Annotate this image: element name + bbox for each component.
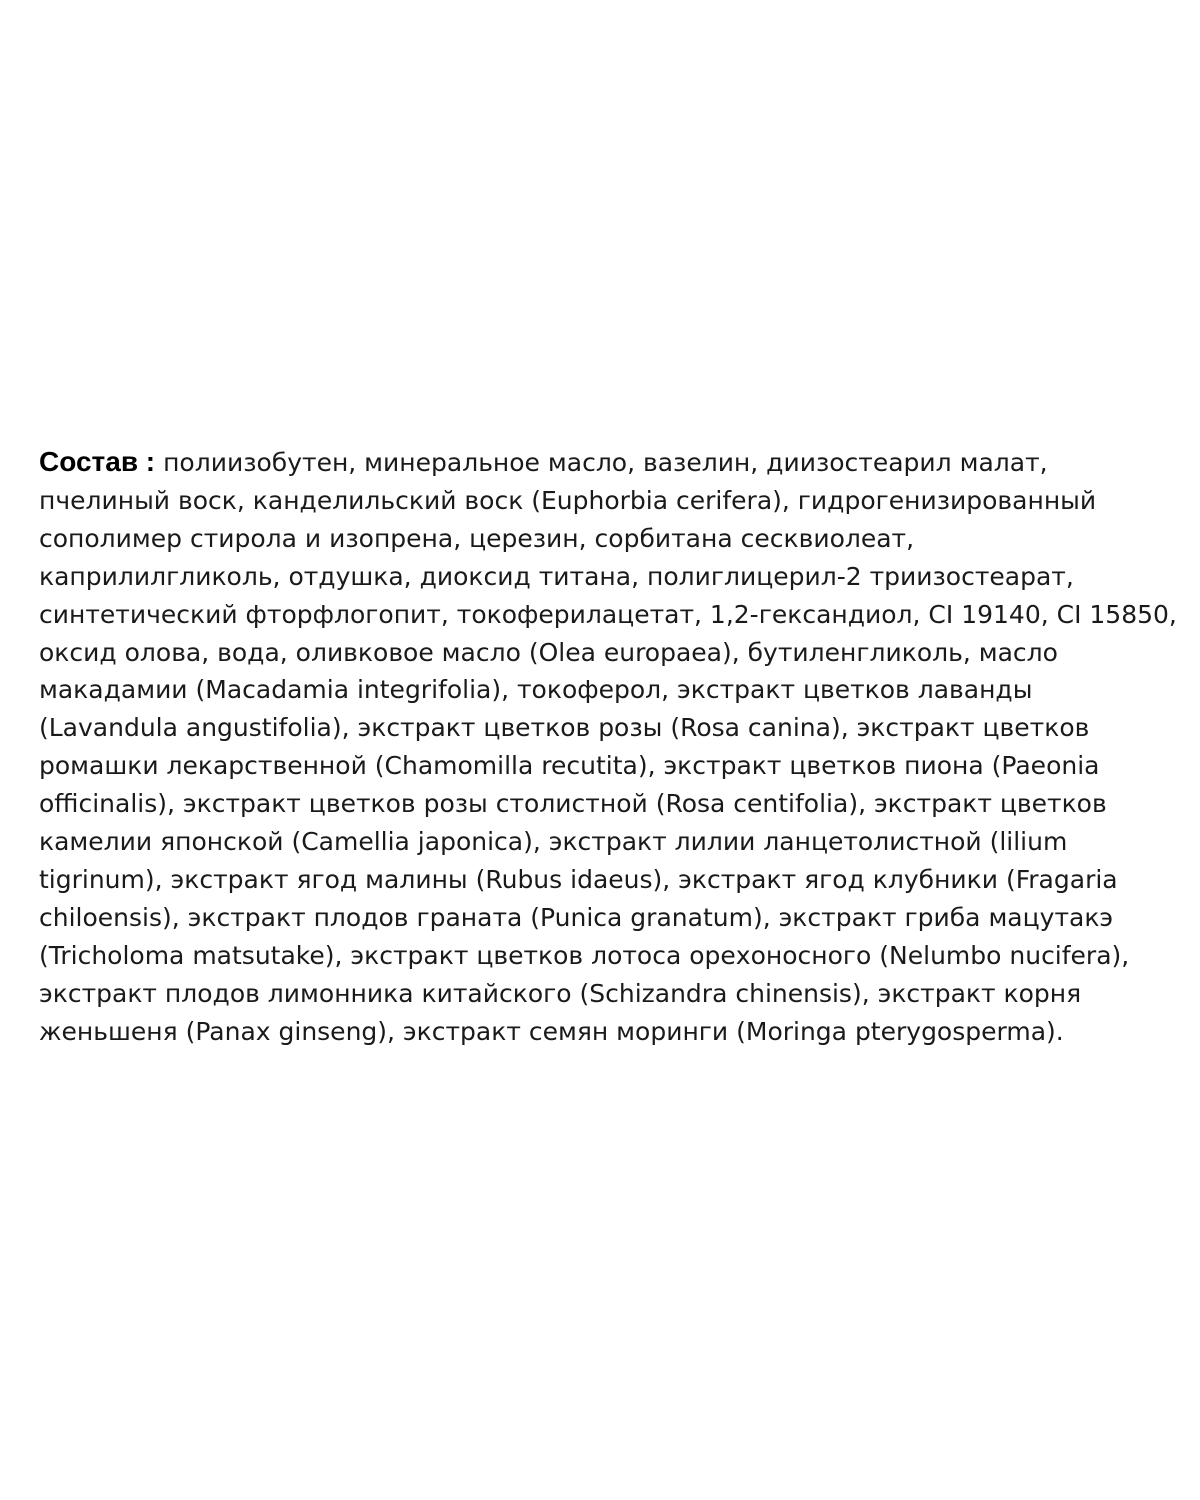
ingredients-line: экстракт плодов лимонника китайского (Schizandra chinensis), экстракт корня [39, 978, 1082, 1008]
ingredients-line [39, 443, 1174, 482]
ingredients-line: (Tricholoma matsutake), экстракт цветков лотоса орехоносного (Nelumbo nucifera), [39, 940, 1130, 970]
ingredients-line: оксид олова, вода, оливковое масло (Olea europaea), бутиленгликоль, масло [39, 637, 1058, 667]
ingredients-line: сополимер стирола и изопрена, церезин, сорбитана сесквиолеат, [39, 523, 915, 553]
ingredients-line: женьшеня (Panax ginseng), экстракт семян моринги (Moringa pterygosperma). [39, 1016, 1064, 1046]
ingredients-line: пчелиный воск, канделильский воск (Euphorbia cerifera), гидрогенизированный [39, 485, 1097, 515]
ingredients-text: полиизобутен, минеральное масло, вазелин, диизостеарил малат, [155, 448, 1048, 477]
ingredients-line: каприлилгликоль, отдушка, диоксид титана, полиглицерил-2 триизостеарат, [39, 561, 1074, 591]
composition-label: Состав : [39, 446, 156, 477]
ingredients-line: камелии японской (Camellia japonica), экстракт лилии ланцетолистной (lilium [39, 827, 1068, 857]
ingredients-line: синтетический фторфлогопит, токоферилацетат, 1,2-гександиол, CI 19140, CI 15850, [39, 599, 1177, 629]
ingredients-line: макадамии (Macadamia integrifolia), токоферол, экстракт цветков лаванды [39, 675, 1033, 705]
ingredients-line: ромашки лекарственной (Chamomilla recutita), экстракт цветков пиона (Paeonia [39, 751, 1100, 781]
ingredients-line: officinalis), экстракт цветков розы столистной (Rosa centifolia), экстракт цветков [39, 789, 1107, 819]
ingredients-line: tigrinum), экстракт ягод малины (Rubus idaeus), экстракт ягод клубники (Fragaria [39, 864, 1118, 894]
ingredients-line: chiloensis), экстракт плодов граната (Punica granatum), экстракт гриба мацутакэ [39, 902, 1114, 932]
ingredients-line: (Lavandula angustifolia), экстракт цветков розы (Rosa canina), экстракт цветков [39, 713, 1090, 743]
ingredients-paragraph [39, 443, 1177, 1051]
